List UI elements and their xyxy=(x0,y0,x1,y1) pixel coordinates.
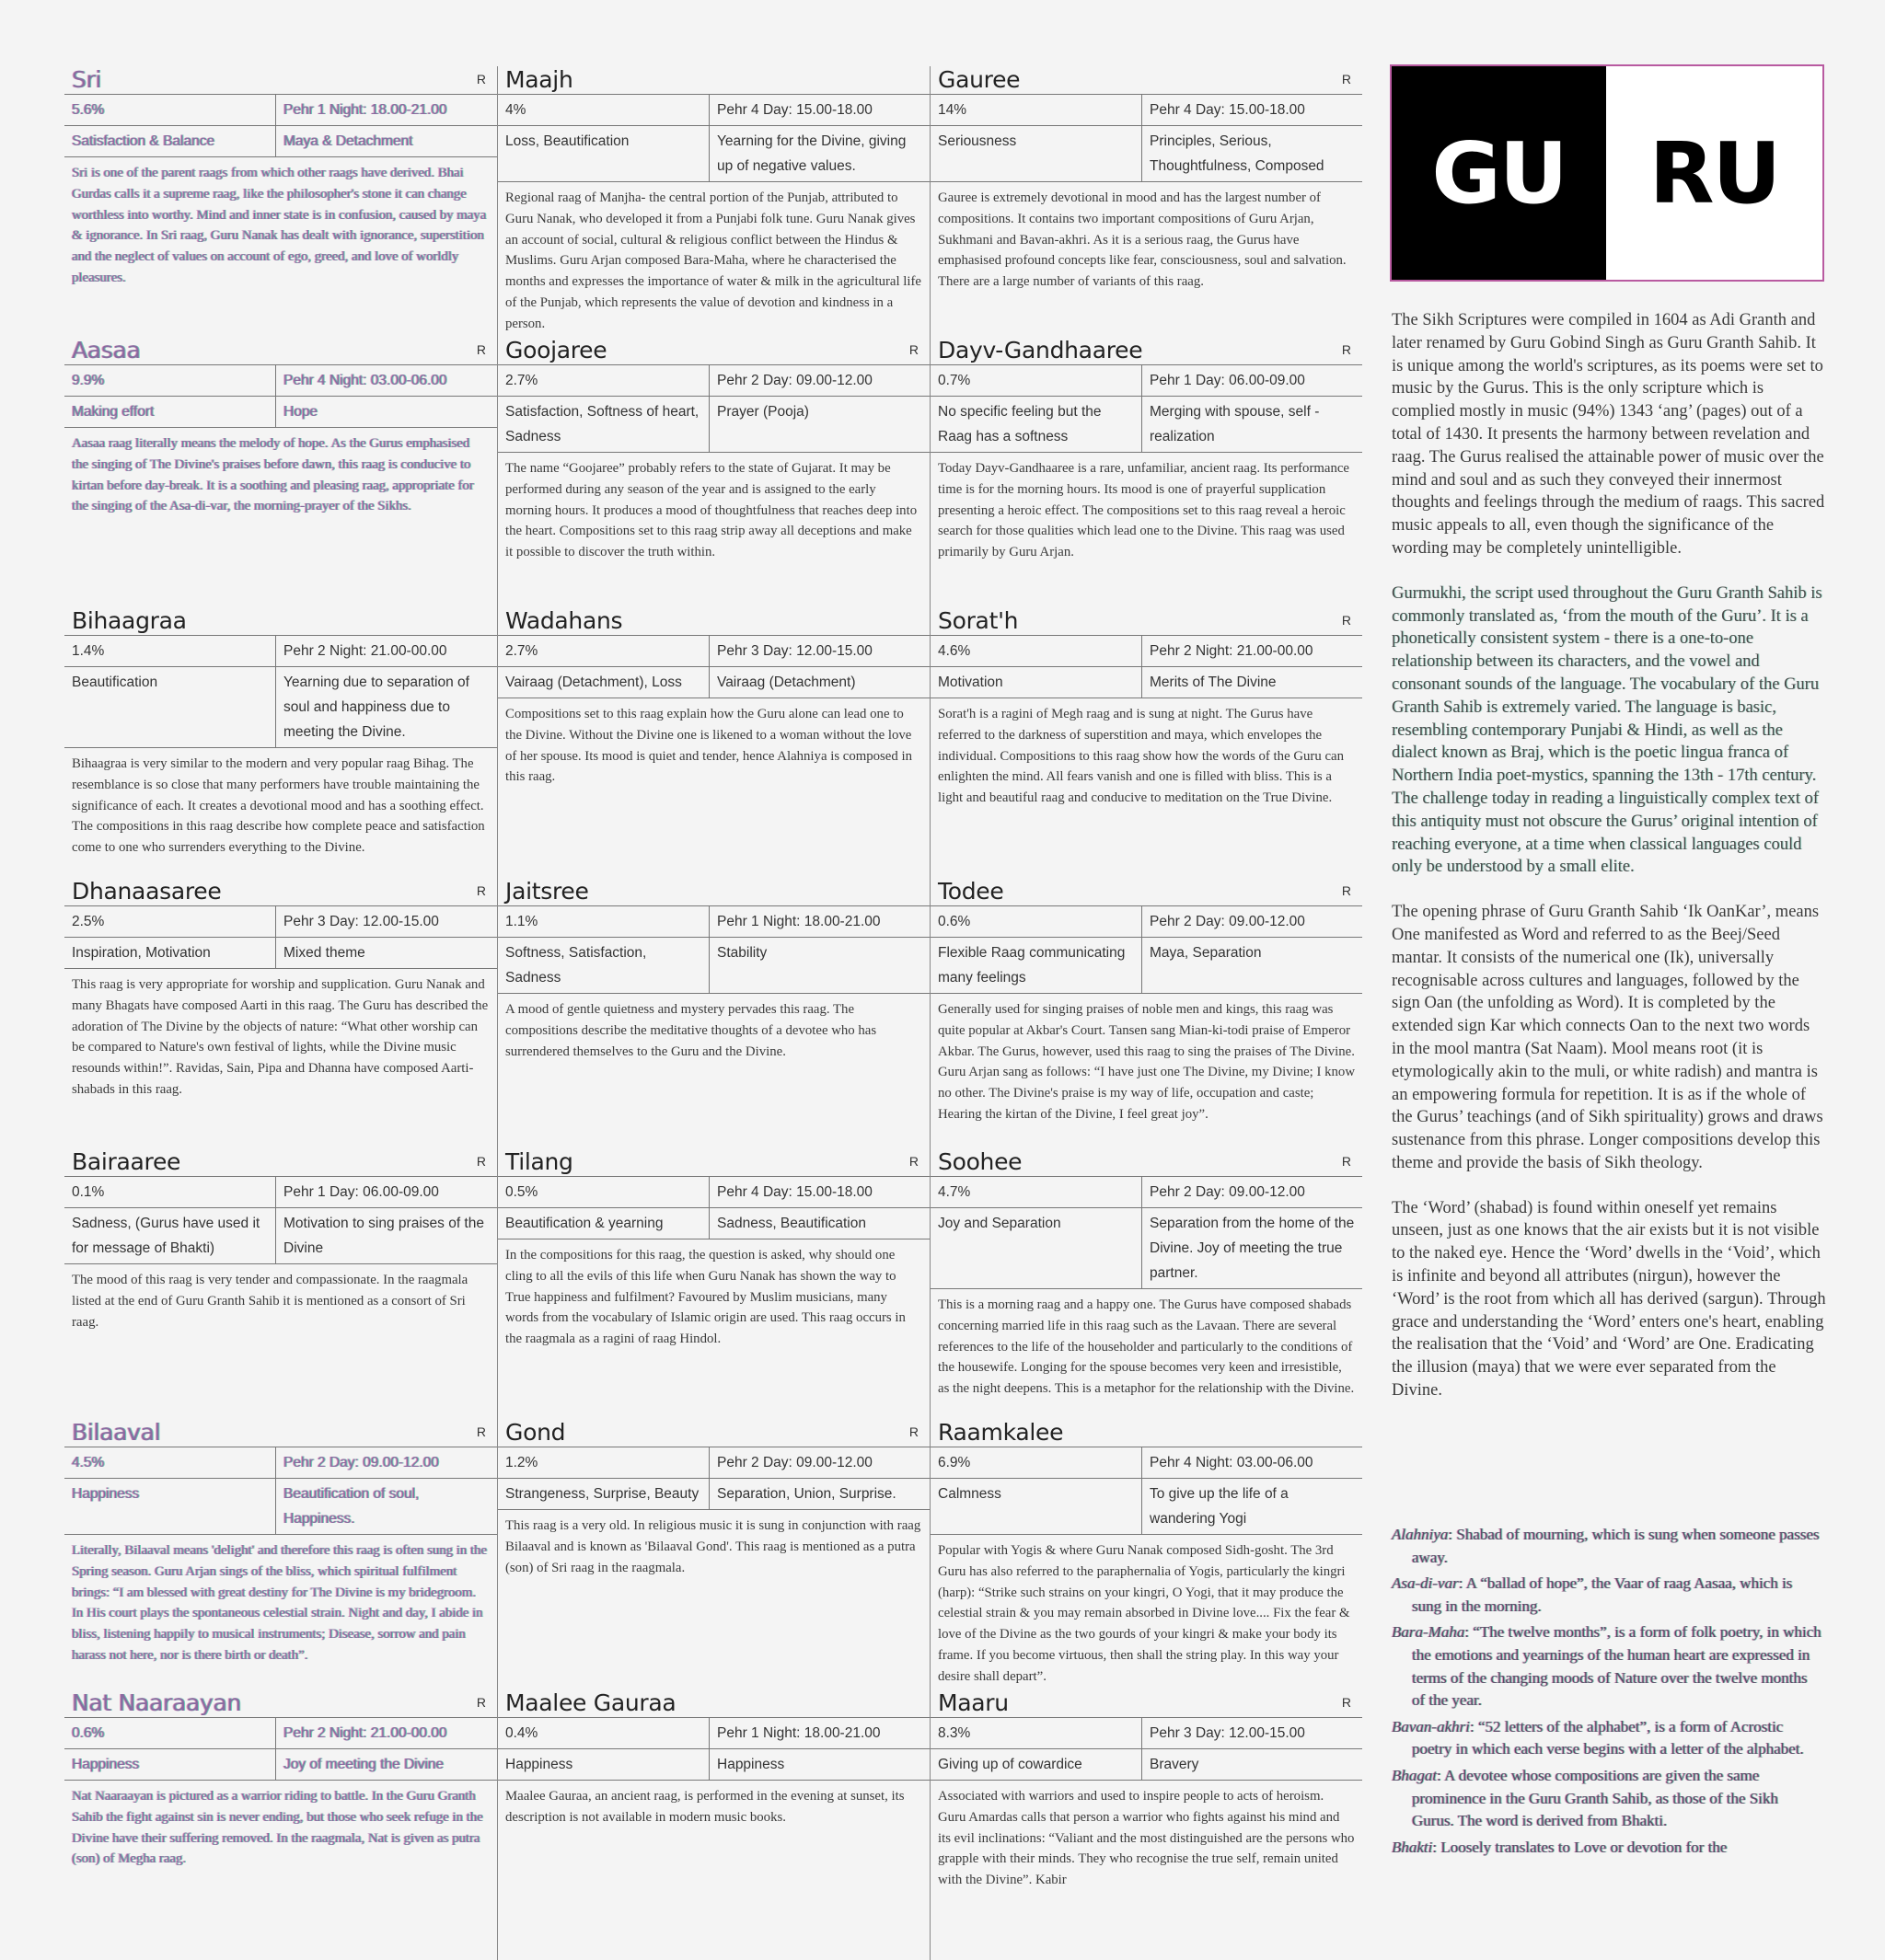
raag-mood: Softness, Satisfaction, Sadness xyxy=(498,938,710,993)
glossary-definition: : A “ballad of hope”, the Vaar of raag Aasaa, which is sung in the morning. xyxy=(1412,1574,1793,1615)
raag-description: Sorat'h is a ragini of Megh raag and is sung at night. The Gurus have referred to the darkness of superstition and maya, which envelopes the individual. Compositions to this raag show how the words of the Guru can enlighten the mind. All fears vanish and one is filled with bliss. This is a light and beautiful raag and conducive to meditation on the True Divine. xyxy=(938,707,1344,806)
raag-percentage: 0.4% xyxy=(498,1718,710,1748)
raag-theme: Bravery xyxy=(1150,1757,1199,1772)
raag-info-row xyxy=(931,365,1362,397)
raag-theme: Mixed theme xyxy=(283,945,365,961)
raag-mood-row xyxy=(498,1749,930,1781)
raag-description: This raag is very appropriate for worship and supplication. Guru Nanak and many Bhagats have composed Aarti in this raag. The Guru has described the adoration of The Divine by the objects of nature: “What other worship can be compared to Nature's own festival of lights, while the Divine music resounds within!”. Ravidas, Sain, Pipa and Dhanna have composed Aarti-shabads in this raag. xyxy=(72,977,489,1097)
raag-name: Aasaa xyxy=(72,337,141,363)
word-paragraph: The ‘Word’ (shabad) is found within oneself yet remains unseen, just as one knows that the air exists but it is not visible to the naked eye. Hence the ‘Word’ dwells in the ‘Void’, which is infinite and beyond all attributes (nirgun), however the ‘Word’ is the root from which all has derived (sargun). Through grace and understanding the ‘Word’ enters one's heart, enabling the realisation that the ‘Void’ and ‘Word’ are One. Eradicating the illusion (maya) that we were ever separated from the Divine. xyxy=(1392,1198,1826,1401)
raag-mood-row xyxy=(498,397,930,453)
raag-header xyxy=(64,337,497,365)
glossary xyxy=(1392,1524,1824,1862)
raag-header xyxy=(64,1689,497,1718)
raag-cell xyxy=(497,1148,930,1419)
raag-percentage: 0.6% xyxy=(931,906,1142,937)
raag-pehr: Pehr 2 Day: 09.00-12.00 xyxy=(1150,1184,1305,1200)
raag-header xyxy=(64,607,497,636)
raag-name: Bilaaval xyxy=(72,1419,161,1446)
raag-info-row xyxy=(931,1718,1362,1749)
raag-description: The name “Goojaree” probably refers to the state of Gujarat. It may be performed during any season of the year and is assigned to the early morning hours. It produces a mood of thoughtfulness that reaches deep into the heart. Compositions set to this raag strip away all deceptions and make it possible to discover the truth within. xyxy=(505,461,918,560)
glossary-definition: : A devotee whose compositions are given the same prominence in the Guru Granth Sahib, as those of the Sikh Gurus. The word is derived from Bhakti. xyxy=(1412,1766,1779,1830)
raag-mood-row xyxy=(498,667,930,698)
raag-description: Bihaagraa is very similar to the modern and very popular raag Bihag. The resemblance is so close that many performers have trouble maintaining the significance of each. It creates a devotional mood and has a soothing effect. The compositions in this raag describe how complete peace and satisfaction come to one who surrenders everything to the Divine. xyxy=(72,756,485,856)
raag-theme: Principles, Serious, Thoughtfulness, Composed xyxy=(1150,133,1324,174)
raag-header xyxy=(931,66,1362,95)
raag-mood-row xyxy=(931,1208,1362,1289)
raag-mood: Seriousness xyxy=(931,126,1142,181)
raag-r-mark: R xyxy=(476,1154,486,1169)
raag-theme: Merits of The Divine xyxy=(1150,674,1277,690)
raag-mood: Beautification xyxy=(64,667,276,747)
raag-info-row xyxy=(498,1177,930,1208)
raag-mood: Inspiration, Motivation xyxy=(64,938,276,968)
raag-header xyxy=(931,1419,1362,1447)
raag-r-mark: R xyxy=(1341,72,1351,86)
raag-info-row xyxy=(498,636,930,667)
raag-description: Popular with Yogis & where Guru Nanak composed Sidh-gosht. The 3rd Guru has also referred to the paraphernalia of Yogis, particularly the kingri (harp): “Strike such strains on your kingri, O Yogi, that it may produce the celestial strain & you may remain absorbed in Divine love.... Fix the fear & love of the Divine as the two gourds of your kingri & make your body its frame. If you become virtuous, then shall the string play. In this way your desire shall depart”. xyxy=(938,1543,1350,1684)
raag-cell xyxy=(930,878,1362,1148)
raag-description: Gauree is extremely devotional in mood and has the largest number of compositions. It contains two important compositions of Guru Arjan, Sukhmani and Bavan-akhri. As it is a serious raag, the Gurus have emphasised profound concepts like fear, consciousness, soul and salvation. There are a large number of variants of this raag. xyxy=(938,190,1347,290)
raag-cell xyxy=(64,1148,497,1419)
raag-cell xyxy=(64,1419,497,1689)
raag-mood-row xyxy=(498,1208,930,1239)
raag-r-mark: R xyxy=(1341,342,1351,357)
raag-theme: Sadness, Beautification xyxy=(717,1216,866,1231)
raag-info-row xyxy=(498,1718,930,1749)
intro-paragraph: The Sikh Scriptures were compiled in 1604 as Adi Granth and later renamed by Guru Gobind Singh as Guru Granth Sahib. It is unique among the world's scriptures, as its poems were set to music by the Gurus. This is the only scripture which is complied mostly in music (94%) 1343 ‘ang’ (pages) out of a total of 1430. It presents the harmony between revelation and raag. The Gurus realised the attainable power of music over the mind and soul and as such they conveyed their innermost thoughts and feelings through the medium of raags. This sacred music appeals to all, even though the significance of the wording may be completely unintelligible. xyxy=(1392,311,1825,558)
raag-header xyxy=(931,878,1362,906)
raag-info-row xyxy=(931,1177,1362,1208)
raag-mood-row xyxy=(498,938,930,994)
raag-theme: Motivation to sing praises of the Divine xyxy=(283,1216,484,1256)
raag-percentage: 2.7% xyxy=(498,636,710,666)
raag-percentage: 0.5% xyxy=(498,1177,710,1207)
glossary-item xyxy=(1392,1837,1824,1860)
raag-percentage: 4.5% xyxy=(64,1447,276,1478)
raag-r-mark: R xyxy=(908,1154,919,1169)
raag-theme: Beautification of soul, Happiness. xyxy=(283,1486,420,1527)
raag-mood: Sadness, (Gurus have used it for message of Bhakti) xyxy=(64,1208,276,1263)
raag-name: Dhanaasaree xyxy=(72,878,222,905)
raag-r-mark: R xyxy=(1341,883,1351,898)
raag-pehr: Pehr 1 Night: 18.00-21.00 xyxy=(717,1725,881,1741)
raag-mood: Vairaag (Detachment), Loss xyxy=(498,667,710,698)
raag-mood: Happiness xyxy=(64,1749,276,1780)
raag-description: Compositions set to this raag explain how the Guru alone can lead one to the Divine. Without the Divine one is likened to a woman without the love of her spouse. Its mood is quiet and tender, hence Alahniya is composed in this raag. xyxy=(505,707,912,785)
raag-pehr: Pehr 2 Day: 09.00-12.00 xyxy=(717,373,873,388)
raag-mood-row xyxy=(931,126,1362,182)
raag-cell xyxy=(497,337,930,607)
raag-cell xyxy=(497,1419,930,1689)
raag-theme: Maya, Separation xyxy=(1150,945,1262,961)
raag-header xyxy=(498,337,930,365)
raag-info-row xyxy=(931,1447,1362,1479)
raag-name: Gauree xyxy=(938,66,1021,93)
raag-description: Regional raag of Manjha- the central portion of the Punjab, attributed to Guru Nanak, who developed it from a Punjabi folk tune. Guru Nanak gives an account of social, cultural & religious conflict between the Hindus & Muslims. Guru Arjan composed Bara-Maha, where he characterised the months and expresses the importance of water & milk in the agricultural life of the Punjab, which represents the value of devotion and kindness in a person. xyxy=(505,190,921,331)
raag-description: Literally, Bilaaval means 'delight' and therefore this raag is often sung in the Spring season. Guru Arjan sings of the bliss, which spiritual fulfilment brings: “I am blessed with great destiny for The Divine is my bridegroom. In His court plays the spontaneous celestial strain. Night and day, I abide in bliss, listening happily to musical instruments; Disease, sorrow and pain harass not here, nor is there birth or death”. xyxy=(72,1543,488,1663)
raag-grid xyxy=(64,66,1362,1888)
raag-r-mark: R xyxy=(476,1695,486,1710)
raag-info-row xyxy=(64,1447,497,1479)
logo-left: GU xyxy=(1392,66,1606,280)
raag-percentage: 8.3% xyxy=(931,1718,1142,1748)
raag-mood: Satisfaction & Balance xyxy=(64,126,276,156)
raag-pehr: Pehr 2 Night: 21.00-00.00 xyxy=(283,643,447,659)
raag-info-row xyxy=(931,906,1362,938)
raag-cell xyxy=(64,66,497,337)
raag-mood-row xyxy=(64,126,497,157)
glossary-term: Bavan-akhri xyxy=(1392,1717,1470,1735)
raag-percentage: 4.7% xyxy=(931,1177,1142,1207)
raag-name: Maaru xyxy=(938,1689,1009,1716)
raag-header xyxy=(931,337,1362,365)
raag-info-row xyxy=(64,1177,497,1208)
raag-theme: Maya & Detachment xyxy=(283,133,413,149)
raag-pehr: Pehr 4 Day: 15.00-18.00 xyxy=(717,1184,873,1200)
raag-mood-row xyxy=(64,1749,497,1781)
raag-percentage: 0.7% xyxy=(931,365,1142,396)
raag-pehr: Pehr 2 Day: 09.00-12.00 xyxy=(283,1455,439,1470)
raag-header xyxy=(64,66,497,95)
raag-info-row xyxy=(64,906,497,938)
raag-mood: Motivation xyxy=(931,667,1142,698)
raag-name: Bihaagraa xyxy=(72,607,187,634)
glossary-item xyxy=(1392,1765,1824,1833)
raag-r-mark: R xyxy=(908,342,919,357)
raag-pehr: Pehr 3 Day: 12.00-15.00 xyxy=(717,643,873,659)
logo-right: RU xyxy=(1606,66,1822,280)
glossary-term: Bara-Maha xyxy=(1392,1623,1465,1642)
raag-cell xyxy=(64,878,497,1148)
raag-pehr: Pehr 4 Day: 15.00-18.00 xyxy=(717,102,873,118)
raag-percentage: 1.2% xyxy=(498,1447,710,1478)
raag-name: Dayv-Gandhaaree xyxy=(938,337,1143,363)
raag-percentage: 4% xyxy=(498,95,710,125)
raag-mood-row xyxy=(931,938,1362,994)
raag-pehr: Pehr 4 Day: 15.00-18.00 xyxy=(1150,102,1305,118)
raag-percentage: 5.6% xyxy=(64,95,276,125)
raag-mood: Happiness xyxy=(64,1479,276,1534)
raag-mood: No specific feeling but the Raag has a softness xyxy=(931,397,1142,452)
raag-pehr: Pehr 4 Night: 03.00-06.00 xyxy=(283,373,447,388)
raag-pehr: Pehr 3 Day: 12.00-15.00 xyxy=(283,914,439,929)
raag-name: Bairaaree xyxy=(72,1148,181,1175)
raag-r-mark: R xyxy=(1341,1154,1351,1169)
raag-mood-row xyxy=(64,1479,497,1535)
raag-name: Soohee xyxy=(938,1148,1023,1175)
raag-description: Today Dayv-Gandhaaree is a rare, unfamiliar, ancient raag. Its performance time is for the morning hours. Its mood is one of prayerful supplication presenting a heroic effect. The compositions set to this raag reveal a heroic search for those qualities which lead one to the Divine. This raag was used primarily by Guru Arjan. xyxy=(938,461,1349,560)
raag-mood-row xyxy=(64,1208,497,1264)
raag-percentage: 9.9% xyxy=(64,365,276,396)
raag-header xyxy=(498,878,930,906)
raag-header xyxy=(498,1148,930,1177)
raag-name: Raamkalee xyxy=(938,1419,1064,1446)
raag-mood-row xyxy=(64,667,497,748)
raag-percentage: 2.7% xyxy=(498,365,710,396)
raag-pehr: Pehr 2 Day: 09.00-12.00 xyxy=(1150,914,1305,929)
raag-header xyxy=(931,1689,1362,1718)
glossary-definition: : Loosely translates to Love or devotion for the xyxy=(1432,1838,1728,1856)
raag-mood-row xyxy=(931,397,1362,453)
raag-name: Gond xyxy=(505,1419,566,1446)
raag-description: Associated with warriors and used to inspire people to acts of heroism. Guru Amardas calls that person a warrior who fights against his mind and its evil inclinations: “Valiant and the most distinguished are the persons who grapple with their minds. They who recognise the true self, remain united with the Divine”. Kabir xyxy=(938,1789,1355,1888)
raag-cell xyxy=(930,337,1362,607)
raag-header xyxy=(931,607,1362,636)
glossary-term: Alahniya xyxy=(1392,1526,1449,1543)
raag-header xyxy=(498,1419,930,1447)
raag-pehr: Pehr 2 Night: 21.00-00.00 xyxy=(1150,643,1313,659)
raag-pehr: Pehr 4 Night: 03.00-06.00 xyxy=(1150,1455,1313,1470)
raag-header xyxy=(64,1148,497,1177)
raag-name: Maajh xyxy=(505,66,573,93)
raag-info-row xyxy=(498,906,930,938)
glossary-term: Asa-di-var xyxy=(1392,1574,1459,1593)
raag-theme: Joy of meeting the Divine xyxy=(283,1757,445,1772)
raag-mood: Strangeness, Surprise, Beauty xyxy=(498,1479,710,1509)
raag-mood-row xyxy=(498,126,930,182)
raag-description: Nat Naaraayan is pictured as a warrior riding to battle. In the Guru Granth Sahib the fight against sin is never ending, but those who seek refuge in the Divine have their suffering removed. In the raagmala, Nat is given as putra (son) of Megha raag. xyxy=(72,1789,483,1867)
raag-mood: Satisfaction, Softness of heart, Sadness xyxy=(498,397,710,452)
raag-theme: Separation, Union, Surprise. xyxy=(717,1486,896,1502)
glossary-item xyxy=(1392,1716,1824,1761)
raag-theme: Vairaag (Detachment) xyxy=(717,674,856,690)
raag-name: Wadahans xyxy=(505,607,623,634)
glossary-definition: : “52 letters of the alphabet”, is a form of Acrostic poetry in which each verse begins with a letter of the alphabet. xyxy=(1412,1717,1804,1758)
glossary-term: Bhagat xyxy=(1392,1766,1438,1784)
raag-name: Goojaree xyxy=(505,337,607,363)
raag-pehr: Pehr 1 Night: 18.00-21.00 xyxy=(717,914,881,929)
raag-r-mark: R xyxy=(476,1424,486,1439)
raag-percentage: 1.4% xyxy=(64,636,276,666)
raag-r-mark: R xyxy=(1341,613,1351,628)
raag-r-mark: R xyxy=(476,72,486,86)
raag-info-row xyxy=(498,95,930,126)
raag-pehr: Pehr 1 Night: 18.00-21.00 xyxy=(283,102,447,118)
ik-oankar-paragraph: The opening phrase of Guru Granth Sahib ‘Ik OanKar’, means One manifested as Word and referred to as the Beej/Seed mantar. It consists of the numerical one (Ik), universally recognisable across cultures and languages, followed by the sign Oan (the unfolding as Word). It is completed by the extended sign Kar which connects Oan to the next two words in the mool mantra (Sat Naam). Mool means root (it is etymologically akin to the muli, or white radish) and mantra is an empowering formula for repetition. It is as if the whole of the Gurus’ teachings (and of Sikh spirituality) grows and draws sustenance from this phrase. Longer compositions develop this theme and provide the basis of Sikh theology. xyxy=(1392,903,1823,1172)
raag-mood: Loss, Beautification xyxy=(498,126,710,181)
intro-text xyxy=(1392,309,1826,1424)
raag-pehr: Pehr 3 Day: 12.00-15.00 xyxy=(1150,1725,1305,1741)
raag-info-row xyxy=(64,95,497,126)
raag-description: Maalee Gauraa, an ancient raag, is performed in the evening at sunset, its description is not available in modern music books. xyxy=(505,1789,905,1825)
raag-cell xyxy=(497,1689,930,1960)
raag-description: Sri is one of the parent raags from which other raags have derived. Bhai Gurdas calls it a supreme raag, like the philosopher's stone it can change worthless into worthy. Mind and inner state is in confusion, caused by maya & ignorance. In Sri raag, Guru Nanak has dealt with ignorance, superstition and the neglect of values on account of ego, greed, and love of worldly pleasures. xyxy=(72,166,487,285)
raag-theme: Yearning due to separation of soul and happiness due to meeting the Divine. xyxy=(283,674,469,740)
glossary-item xyxy=(1392,1621,1824,1712)
raag-info-row xyxy=(64,365,497,397)
raag-r-mark: R xyxy=(476,883,486,898)
raag-theme: Merging with spouse, self - realization xyxy=(1150,404,1320,444)
raag-name: Todee xyxy=(938,878,1004,905)
raag-theme: Happiness xyxy=(717,1757,785,1772)
raag-name: Sorat'h xyxy=(938,607,1019,634)
raag-info-row xyxy=(498,365,930,397)
raag-description: A mood of gentle quietness and mystery pervades this raag. The compositions describe the meditative thoughts of a devotee who has surrendered themselves to the Guru and the Divine. xyxy=(505,1002,877,1059)
raag-mood: Giving up of cowardice xyxy=(931,1749,1142,1780)
raag-pehr: Pehr 1 Day: 06.00-09.00 xyxy=(1150,373,1305,388)
raag-header xyxy=(498,66,930,95)
raag-info-row xyxy=(931,636,1362,667)
guru-logo xyxy=(1390,64,1824,282)
raag-header xyxy=(498,1689,930,1718)
raag-info-row xyxy=(931,95,1362,126)
raag-name: Tilang xyxy=(505,1148,573,1175)
raag-cell xyxy=(930,1148,1362,1419)
raag-header xyxy=(931,1148,1362,1177)
glossary-item xyxy=(1392,1573,1824,1618)
gurmukhi-paragraph: Gurmukhi, the script used throughout the Guru Granth Sahib is commonly translated as, ‘from the mouth of the Guru’. It is a phonetically consistent system - there is a one-to-one relationship between its characters, and the vowel and consonant sounds of the language. The vocabulary of the Guru Granth Sahib is extremely varied. The language is basic, resembling contemporary Punjabi & Hindi, as well as the dialect known as Braj, which is the poetic lingua franca of Northern India poet-mystics, spanning the 13th - 17th century. The challenge today in reading a linguistically complex text of this antiquity must not obscure the Gurus’ original intention of reaching everyone, at a time when classical languages could only be understood by a small elite. xyxy=(1392,583,1822,877)
raag-pehr: Pehr 1 Day: 06.00-09.00 xyxy=(283,1184,439,1200)
raag-percentage: 1.1% xyxy=(498,906,710,937)
raag-mood: Happiness xyxy=(498,1749,710,1780)
raag-r-mark: R xyxy=(476,342,486,357)
raag-cell xyxy=(930,607,1362,878)
raag-cell xyxy=(930,1419,1362,1689)
raag-r-mark: R xyxy=(908,1424,919,1439)
raag-mood: Making effort xyxy=(64,397,276,427)
raag-theme: To give up the life of a wandering Yogi xyxy=(1150,1486,1289,1527)
raag-mood: Beautification & yearning xyxy=(498,1208,710,1239)
raag-description: This is a morning raag and a happy one. The Gurus have composed shabads concerning married life in this raag such as the Lavaan. There are several references to the life of the householder and particularly to the conditions of the housewife. Longing for the spouse becomes very keen and irresistible, as the night deepens. This is a metaphor for the relationship with the Divine. xyxy=(938,1297,1355,1397)
raag-percentage: 4.6% xyxy=(931,636,1142,666)
glossary-item xyxy=(1392,1524,1824,1569)
raag-theme: Prayer (Pooja) xyxy=(717,404,809,420)
raag-mood-row xyxy=(931,1479,1362,1535)
raag-percentage: 6.9% xyxy=(931,1447,1142,1478)
raag-mood-row xyxy=(931,1749,1362,1781)
raag-header xyxy=(64,1419,497,1447)
raag-header xyxy=(498,607,930,636)
raag-mood-row xyxy=(931,667,1362,698)
raag-theme: Yearning for the Divine, giving up of negative values. xyxy=(717,133,907,174)
raag-pehr: Pehr 2 Night: 21.00-00.00 xyxy=(283,1725,447,1741)
raag-mood: Flexible Raag communicating many feelings xyxy=(931,938,1142,993)
raag-cell xyxy=(64,337,497,607)
raag-cell xyxy=(64,607,497,878)
raag-cell xyxy=(497,66,930,337)
raag-name: Nat Naaraayan xyxy=(72,1689,242,1716)
raag-info-row xyxy=(498,1447,930,1479)
raag-pehr: Pehr 2 Day: 09.00-12.00 xyxy=(717,1455,873,1470)
raag-percentage: 14% xyxy=(931,95,1142,125)
raag-cell xyxy=(497,607,930,878)
raag-mood-row xyxy=(64,397,497,428)
raag-mood: Calmness xyxy=(931,1479,1142,1534)
raag-mood: Joy and Separation xyxy=(931,1208,1142,1288)
raag-cell xyxy=(930,66,1362,337)
raag-description: In the compositions for this raag, the question is asked, why should one cling to all the evils of this life when Guru Nanak has shown the way to True happiness and fulfilment? Favoured by Muslim musicians, many words from the vocabulary of Islamic origin are used. This raag occurs in the raagmala as a ragini of raag Hindol. xyxy=(505,1248,906,1347)
raag-theme: Separation from the home of the Divine. Joy of meeting the true partner. xyxy=(1150,1216,1355,1281)
raag-name: Sri xyxy=(72,66,102,93)
raag-info-row xyxy=(64,636,497,667)
raag-percentage: 0.1% xyxy=(64,1177,276,1207)
raag-cell xyxy=(497,878,930,1148)
raag-name: Maalee Gauraa xyxy=(505,1689,677,1716)
raag-mood-row xyxy=(64,938,497,969)
raag-header xyxy=(64,878,497,906)
raag-cell xyxy=(930,1689,1362,1960)
raag-description: The mood of this raag is very tender and compassionate. In the raagmala listed at the end of Guru Granth Sahib it is mentioned as a consort of Sri raag. xyxy=(72,1273,468,1330)
raag-description: This raag is a very old. In religious music it is sung in conjunction with raag Bilaaval and is known as 'Bilaaval Gond'. This raag is mentioned as a putra (son) of Sri raag in the raagmala. xyxy=(505,1518,921,1575)
glossary-definition: : Shabad of mourning, which is sung when someone passes away. xyxy=(1412,1526,1820,1566)
raag-r-mark: R xyxy=(1341,1695,1351,1710)
glossary-definition: : “The twelve months”, is a form of folk poetry, in which the emotions and yearnings of the human heart are expressed in terms of the changing moods of Nature over the twelve months of the year. xyxy=(1412,1623,1821,1710)
raag-cell xyxy=(64,1689,497,1960)
raag-theme: Stability xyxy=(717,945,768,961)
raag-name: Jaitsree xyxy=(505,878,589,905)
raag-theme: Hope xyxy=(283,404,318,420)
raag-mood-row xyxy=(498,1479,930,1510)
raag-description: Aasaa raag literally means the melody of hope. As the Gurus emphasised the singing of The Divine's praises before dawn, this raag is conducive to kirtan before day-break. It is a soothing and pleasing raag, appropriate for the singing of the Asa-di-var, the morning-prayer of the Sikhs. xyxy=(72,436,474,514)
raag-percentage: 2.5% xyxy=(64,906,276,937)
raag-description: Generally used for singing praises of noble men and kings, this raag was quite popular at Akbar's Court. Tansen sang Mian-ki-todi praise of Emperor Akbar. The Gurus, however, used this raag to sing the praises of The Divine. Guru Arjan sang as follows: “I have just one The Divine, my Divine; I know no other. The Divine's praise is my way of life, occupation and caste; Hearing the kirtan of the Divine, I feel great joy”. xyxy=(938,1002,1356,1122)
raag-percentage: 0.6% xyxy=(64,1718,276,1748)
glossary-term: Bhakti xyxy=(1392,1838,1433,1856)
raag-info-row xyxy=(64,1718,497,1749)
